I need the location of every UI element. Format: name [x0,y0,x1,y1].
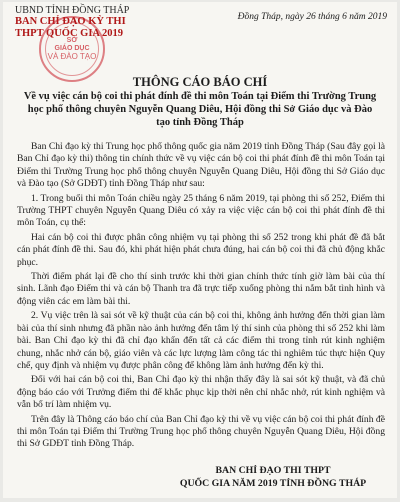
agency-line-1: UBND TỈNH ĐỒNG THÁP [15,5,130,16]
paragraph-closing: Trên đây là Thông cáo báo chí của Ban Chỉ đạo kỳ thi về vụ việc cán bộ coi thi phát đính đề thi môn Toán tại Điểm thi Trường Trung học phổ thông chuyên Nguyễn Quang Diêu, Hội đồng thi Sở GDĐT tỉnh Đồng Tháp. [17,413,385,450]
paragraph-1: 1. Trong buổi thi môn Toán chiều ngày 25 tháng 6 năm 2019, tại phòng thi số 252, Điểm thi Trường THPT chuyên Nguyễn Quang Diêu có xảy ra việc việc cán bộ coi thi phát đính đề thi môn Toán, cụ thể: [17,192,385,229]
press-release-page [3,2,397,498]
agency-line-3: THPT QUỐC GIA 2019 [15,28,124,39]
seal-inner-ring [45,22,99,76]
paragraph-5: Đối với hai cán bộ coi thi, Ban Chỉ đạo kỳ thi nhận thấy đây là sai sót kỹ thuật, và đã chủ động báo cáo với Trưởng điểm thi để khắc phục kịp thời nên chỉ nhắc nhở, rút kinh nghiệm và vẫn bố trí làm nhiệm vụ. [17,374,385,411]
signature-line-1: BAN CHỈ ĐẠO THI THPT [215,465,331,476]
signature-block [153,464,393,490]
paragraph-3: Thời điểm phát lại đề cho thí sinh trước khi thời gian chính thức tính giờ làm bài của thí sinh. Lãnh đạo Điểm thi và cán bộ Thanh tra đã trực tiếp xuống phòng thi nắm bắt tình hình và động viên các em làm bài thi. [17,271,385,307]
signature-line-2: QUỐC GIA NĂM 2019 TỈNH ĐỒNG THÁP [179,478,367,489]
paragraph-4: 2. Vụ việc trên là sai sót về kỹ thuật của cán bộ coi thi, không ảnh hưởng đến thời gian làm bài của thí sinh nhưng đã phần nào ảnh hưởng đến tâm lý thí sinh của phòng thi số 252 khi làm bài. Ban Chỉ đạo kỳ thi đã chỉ đạo khẩn đến tất cả các điểm thi trong tỉnh rút kinh nghiệm chung, nhắc nhở cán bộ, giáo viên và các lực lượng làm công tác thi nghiêm túc thực hiện Quy chế, quy định và nhiệm vụ được phân công để không làm ảnh hưởng đến kỳ thi. [17,310,385,371]
seal-text-2: GIÁO DỤC [54,45,90,52]
agency-line-2: BAN CHỈ ĐẠO KỲ THI [15,16,126,27]
document-title: THÔNG CÁO BÁO CHÍ [132,75,268,89]
document-subtitle: Về vụ việc cán bộ coi thi phát đính đề thi môn Toán tại Điểm thi Trường Trung học phổ thông chuyên Nguyễn Quang Diêu, Hội đồng thi Sở Giáo dục và Đào tạo tỉnh Đồng Tháp [23,91,377,128]
paragraph-2: Hai cán bộ coi thi được phân công nhiệm vụ tại phòng thi số 252 trong khi phát đề đã bắt cán phát đính đề thi. Sau đó, khi phát hiện phát chưa đúng, hai cán bộ coi thi đã chủ động khắc phục. [17,231,385,268]
document-body [17,141,385,453]
seal-text-1: SỞ [66,37,78,44]
date-line: Đồng Tháp, ngày 26 tháng 6 năm 2019 [237,12,387,22]
seal-text-3: VÀ ĐÀO TẠO [47,52,97,61]
red-seal-stamp [39,16,105,82]
paragraph-intro: Ban Chỉ đạo kỳ thi Trung học phổ thông quốc gia năm 2019 tỉnh Đồng Tháp (Sau đây gọi là Ban Chỉ đạo kỳ thi) thông tin chính thức về vụ việc cán bộ coi thi phát đính đề thi môn Toán tại Điểm thi Trường Trung học phổ thông chuyên Nguyễn Quang Diêu, Hội đồng thi Sở Giáo dục và Đào tạo (Sở GDĐT) tỉnh Đồng Tháp như sau: [17,141,385,190]
